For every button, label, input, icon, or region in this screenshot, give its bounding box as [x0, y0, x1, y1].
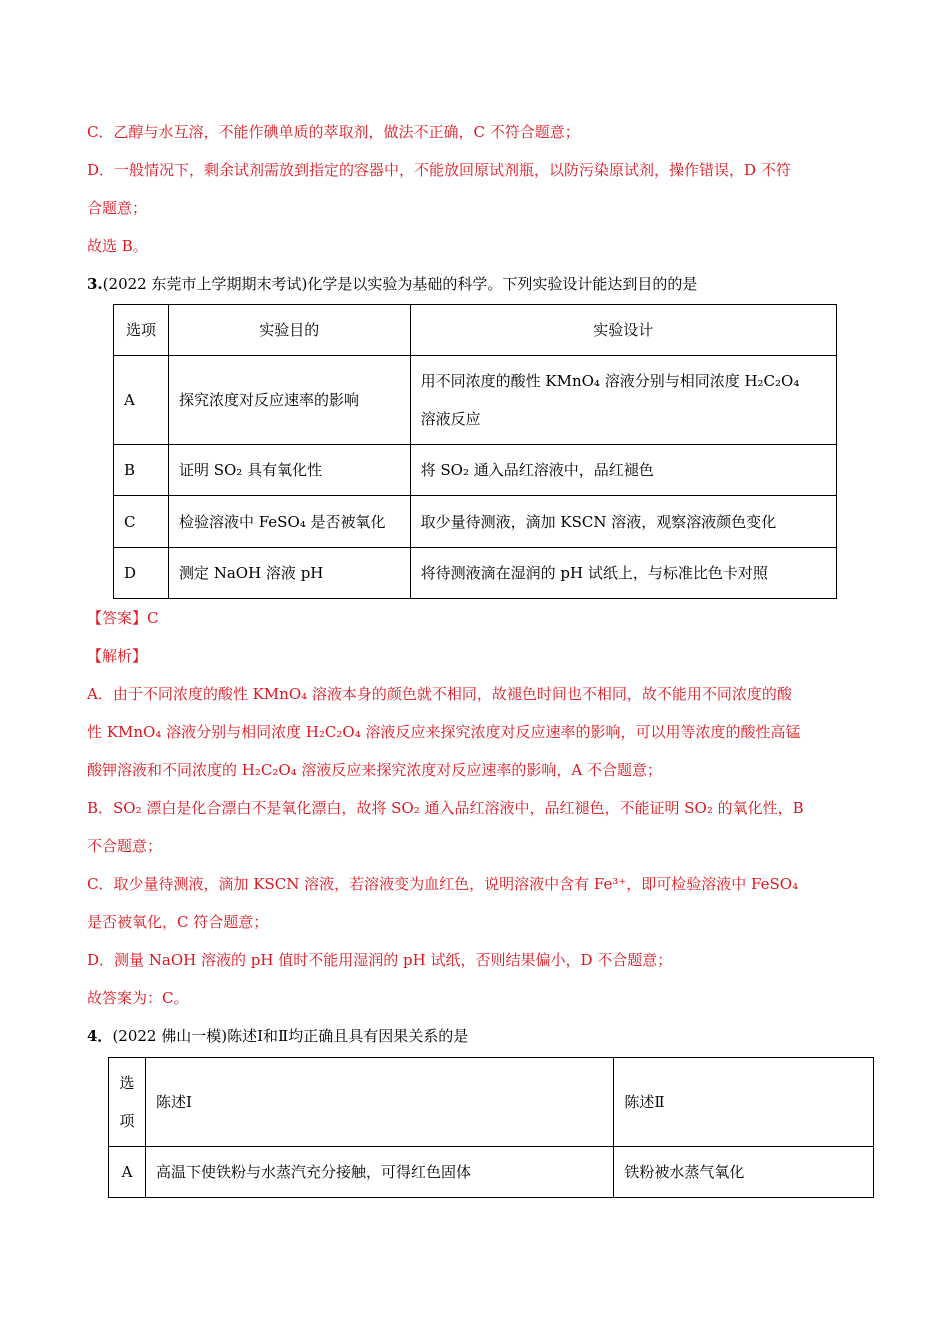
row-b-option: B — [114, 445, 169, 496]
q3-analysis-a-line1: A．由于不同浓度的酸性 KMnO₄ 溶液本身的颜色就不相同，故褪色时间也不相同，故不能用不同浓度的酸 — [87, 685, 792, 703]
q4-stem: (2022 佛山一模)陈述Ⅰ和Ⅱ均正确且具有因果关系的是 — [112, 1027, 469, 1045]
row-a-option: A — [114, 356, 169, 445]
q3-analysis-a-line3: 酸钾溶液和不同浓度的 H₂C₂O₄ 溶液反应来探究浓度对反应速率的影响，A 不合题意； — [87, 761, 663, 779]
q3-analysis-title: 【解析】 — [87, 647, 148, 665]
q2-conclusion: 故选 B。 — [87, 237, 148, 255]
header-option-line1: 选 — [119, 1074, 135, 1092]
q4-table — [108, 1057, 874, 1198]
row-b-design: 将 SO₂ 通入品红溶液中，品红褪色 — [410, 445, 836, 496]
q3-table — [113, 304, 837, 599]
row-c-option: C — [114, 496, 169, 548]
q3-number: 3. — [87, 275, 103, 293]
row-c-goal: 检验溶液中 FeSO₄ 是否被氧化 — [168, 496, 410, 548]
q3-conclusion: 故答案为：C。 — [87, 989, 189, 1007]
row-a-design-line1: 用不同浓度的酸性 KMnO₄ 溶液分别与相同浓度 H₂C₂O₄ — [420, 372, 800, 390]
q3-analysis-d: D．测量 NaOH 溶液的 pH 值时不能用湿润的 pH 试纸，否则结果偏小，D 不合题意； — [87, 951, 673, 969]
table-row — [114, 356, 837, 445]
row-d-option: D — [114, 548, 169, 599]
table-header-row — [114, 305, 837, 356]
row-a-option: A — [109, 1147, 146, 1198]
header-statement-1: 陈述Ⅰ — [145, 1058, 613, 1147]
q3-analysis-a-line2: 性 KMnO₄ 溶液分别与相同浓度 H₂C₂O₄ 溶液反应来探究浓度对反应速率的影响，可以用等浓度的酸性高锰 — [87, 723, 801, 741]
header-option: 选项 — [114, 305, 169, 356]
q3-analysis-b-line1: B．SO₂ 漂白是化合漂白不是氧化漂白，故将 SO₂ 通入品红溶液中，品红褪色，不能证明 SO₂ 的氧化性，B — [87, 799, 804, 817]
q4-question — [87, 1026, 468, 1046]
row-c-design: 取少量待测液，滴加 KSCN 溶液，观察溶液颜色变化 — [410, 496, 836, 548]
q3-analysis-b-line2: 不合题意； — [87, 837, 163, 855]
table-row — [109, 1147, 874, 1198]
row-d-design: 将待测液滴在湿润的 pH 试纸上，与标准比色卡对照 — [410, 548, 836, 599]
q3-analysis-c-line2: 是否被氧化，C 符合题意； — [87, 913, 269, 931]
q3-question — [87, 274, 697, 294]
q2-analysis-d-line2: 合题意； — [87, 199, 148, 217]
row-a-design — [410, 356, 836, 445]
table-row — [114, 496, 837, 548]
q3-analysis-c-line1: C．取少量待测液，滴加 KSCN 溶液，若溶液变为血红色，说明溶液中含有 Fe³⁺，即可检验溶液中 FeSO₄ — [87, 875, 799, 893]
row-a-statement-2: 铁粉被水蒸气氧化 — [614, 1147, 874, 1198]
q4-number: 4． — [87, 1027, 113, 1045]
header-goal: 实验目的 — [168, 305, 410, 356]
q3-answer: 【答案】C — [87, 609, 159, 627]
header-design: 实验设计 — [410, 305, 836, 356]
table-row — [114, 548, 837, 599]
q2-analysis-c: C．乙醇与水互溶，不能作碘单质的萃取剂，做法不正确，C 不符合题意； — [87, 123, 580, 141]
row-a-design-line2: 溶液反应 — [420, 410, 481, 428]
q3-stem: (2022 东莞市上学期期末考试)化学是以实验为基础的科学。下列实验设计能达到目的的是 — [102, 275, 698, 293]
row-a-statement-1: 高温下使铁粉与水蒸汽充分接触，可得红色固体 — [145, 1147, 613, 1198]
q2-analysis-d-line1: D．一般情况下，剩余试剂需放到指定的容器中，不能放回原试剂瓶，以防污染原试剂，操作错误，D 不符 — [87, 161, 791, 179]
header-option — [109, 1058, 146, 1147]
header-option-line2: 项 — [119, 1112, 135, 1130]
row-d-goal: 测定 NaOH 溶液 pH — [168, 548, 410, 599]
row-a-goal: 探究浓度对反应速率的影响 — [168, 356, 410, 445]
table-row — [114, 445, 837, 496]
table-header-row — [109, 1058, 874, 1147]
header-statement-2: 陈述Ⅱ — [614, 1058, 874, 1147]
row-b-goal: 证明 SO₂ 具有氧化性 — [168, 445, 410, 496]
